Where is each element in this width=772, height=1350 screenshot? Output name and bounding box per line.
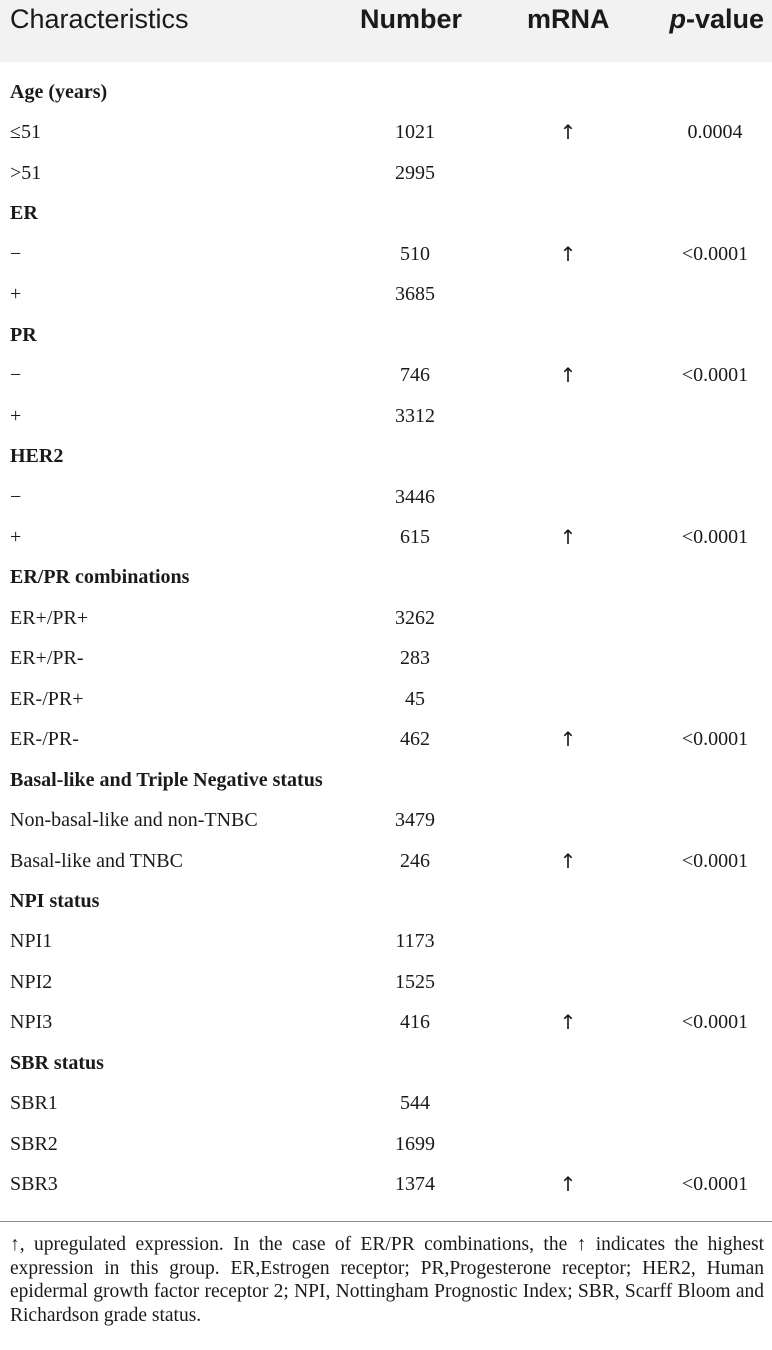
table-row <box>0 153 772 193</box>
table-row <box>0 112 772 152</box>
table-row <box>0 274 772 314</box>
upregulated-arrow-icon: ↑ <box>559 727 577 752</box>
row-label: SBR1 <box>10 1092 58 1115</box>
table-header <box>0 0 772 62</box>
cell-p-value: <0.0001 <box>681 728 749 751</box>
row-label: ER-/PR+ <box>10 687 84 710</box>
row-label: − <box>10 485 22 508</box>
group-label: SBR status <box>10 1051 104 1074</box>
row-label: SBR2 <box>10 1132 58 1155</box>
group-label: Basal-like and Triple Negative status <box>10 768 323 791</box>
cell-number: 746 <box>400 364 430 387</box>
row-label: ER+/PR- <box>10 647 84 670</box>
table-row <box>0 477 772 517</box>
row-label: Non-basal-like and non-TNBC <box>10 809 258 832</box>
group-label: ER/PR combinations <box>10 566 190 589</box>
row-label: + <box>10 404 22 427</box>
cell-number: 462 <box>400 728 430 751</box>
group-label: NPI status <box>10 890 100 912</box>
upregulated-arrow-icon: ↑ <box>559 241 577 266</box>
header-number: Number <box>360 4 463 34</box>
table-row <box>0 638 772 678</box>
upregulated-arrow-icon: ↑ <box>559 1172 577 1197</box>
group-label: ER <box>10 202 38 225</box>
table-row <box>0 396 772 436</box>
upregulated-arrow-icon: ↑ <box>559 363 577 388</box>
header-mrna: mRNA <box>527 4 610 34</box>
header-p-value <box>669 4 764 35</box>
group-header-row <box>0 315 772 355</box>
cell-number: 1021 <box>395 121 435 144</box>
cell-p-value: 0.0004 <box>687 121 743 144</box>
group-header-row <box>0 557 772 597</box>
row-label: ≤51 <box>10 121 41 144</box>
row-label: SBR3 <box>10 1173 58 1196</box>
table-row <box>0 1083 772 1123</box>
cell-number: 544 <box>400 1092 430 1115</box>
table-row <box>0 800 772 840</box>
header-p-italic: p <box>669 4 686 34</box>
table-row <box>0 679 772 719</box>
cell-p-value: <0.0001 <box>681 849 749 872</box>
group-header-row <box>0 72 772 112</box>
table-footnote: ↑, upregulated expression. In the case of ER/PR combinations, the ↑ indicates the highest expression in this group. ER,Estrogen receptor; PR,Progesterone receptor; HER2, Human epidermal growth factor receptor 2; NPI, Nottingham Prognostic Index; SBR, Scarff Bloom and Richardson grade status. <box>10 1234 764 1326</box>
row-label: >51 <box>10 161 42 184</box>
group-header-row <box>0 193 772 233</box>
cell-number: 510 <box>400 242 430 265</box>
table-row <box>0 598 772 638</box>
table-row <box>0 921 772 961</box>
row-label: + <box>10 283 22 306</box>
row-label: ER+/PR+ <box>10 606 89 629</box>
group-label: HER2 <box>10 445 64 468</box>
group-header-row <box>0 436 772 476</box>
table-row <box>0 355 772 395</box>
cell-number: 3262 <box>395 606 435 629</box>
cell-number: 1525 <box>395 970 435 993</box>
row-label: ER-/PR- <box>10 728 79 751</box>
cell-p-value: <0.0001 <box>681 242 749 265</box>
table-row <box>0 841 772 881</box>
table-row <box>0 719 772 759</box>
row-label: − <box>10 364 22 387</box>
table-row <box>0 1164 772 1204</box>
table-row <box>0 1124 772 1164</box>
table-row <box>0 517 772 557</box>
cell-p-value: <0.0001 <box>681 1173 749 1196</box>
table-row <box>0 962 772 1002</box>
cell-number: 1699 <box>395 1132 435 1155</box>
footnote-divider <box>0 1221 772 1222</box>
group-header-row <box>0 1043 772 1083</box>
cell-number: 416 <box>400 1011 430 1034</box>
row-label: Basal-like and TNBC <box>10 849 183 872</box>
cell-p-value: <0.0001 <box>681 1011 749 1034</box>
cell-number: 3446 <box>395 485 435 508</box>
cell-number: 3312 <box>395 404 435 427</box>
cell-number: 45 <box>405 687 425 710</box>
cell-number: 615 <box>400 525 430 548</box>
cell-number: 2995 <box>395 161 435 184</box>
cell-p-value: <0.0001 <box>681 525 749 548</box>
group-header-row <box>0 881 772 921</box>
cell-number: 3479 <box>395 809 435 832</box>
header-p-suffix: -value <box>685 4 764 34</box>
table-row <box>0 234 772 274</box>
cell-number: 1374 <box>395 1173 435 1196</box>
cell-number: 283 <box>400 647 430 670</box>
row-label: + <box>10 525 22 548</box>
cell-p-value: <0.0001 <box>681 364 749 387</box>
cell-number: 3685 <box>395 283 435 306</box>
table-row <box>0 1002 772 1042</box>
row-label: NPI3 <box>10 1011 53 1034</box>
upregulated-arrow-icon: ↑ <box>559 120 577 145</box>
header-characteristics: Characteristics <box>10 4 189 34</box>
group-label: PR <box>10 323 37 346</box>
group-header-row <box>0 760 772 800</box>
cell-number: 1173 <box>395 930 435 953</box>
cell-number: 246 <box>400 849 430 872</box>
upregulated-arrow-icon: ↑ <box>559 524 577 549</box>
group-label: Age (years) <box>10 81 108 103</box>
upregulated-arrow-icon: ↑ <box>559 1010 577 1035</box>
row-label: NPI1 <box>10 930 53 953</box>
row-label: NPI2 <box>10 970 53 993</box>
upregulated-arrow-icon: ↑ <box>559 848 577 873</box>
row-label: − <box>10 242 22 265</box>
